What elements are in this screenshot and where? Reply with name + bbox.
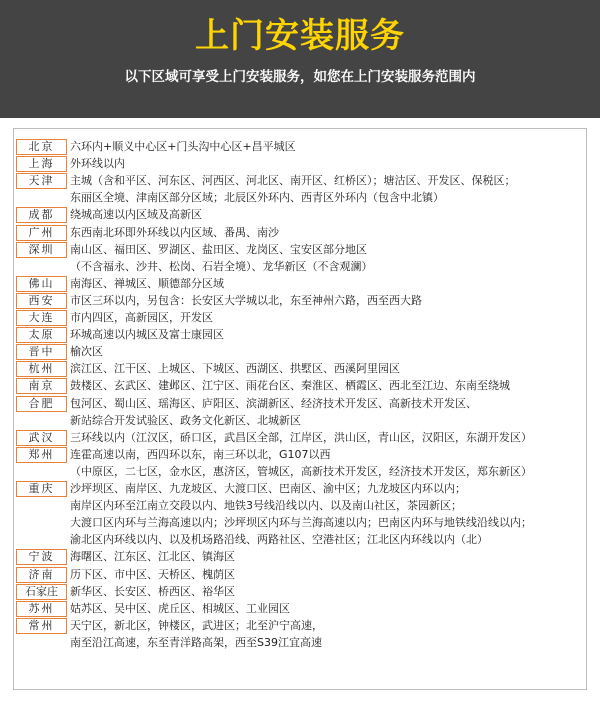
city-label: 常州 [16,618,67,634]
city-label: 重庆 [16,481,67,497]
service-area-text: （中原区，二七区，金水区，惠济区，管城区，高新技术开发区，经济技术开发区，郑东新区） [70,464,532,478]
city-label: 大连 [16,310,67,326]
service-area-text: 滨江区、江干区、上城区、下城区、西湖区、拱墅区、西溪阿里园区 [70,362,400,376]
city-label: 武汉 [16,430,67,446]
service-area-text: 六环内+顺义中心区+门头沟中心区+昌平城区 [70,140,296,153]
city-label: 宁波 [16,549,67,565]
header-banner [0,0,600,118]
service-area-text: 外环线以内 [70,157,125,171]
service-area-text: 东丽区全境、津南区部分区域；北辰区外环内、西青区外环内（包含中北镇） [70,191,444,205]
service-area-text: 鼓楼区、玄武区、建邺区、江宁区、雨花台区、秦淮区、栖霞区、西北至江边、东南至绕城 [70,379,510,393]
page-title: 上门安装服务 [195,16,405,56]
service-area-text: 连霍高速以南，西四环以东，南三环以北，G107以西 [70,447,331,461]
service-area-text: 榆次区 [70,345,103,359]
service-area-text: 市内四区，高新园区，开发区 [70,311,213,324]
city-label: 北京 [16,139,67,155]
city-label: 石家庄 [16,584,67,600]
service-area-text: 新站综合开发试验区、政务文化新区、北城新区 [70,413,301,427]
city-label: 深圳 [16,242,67,258]
service-area-text: 三环线以内（江汉区，硚口区，武昌区全部，江岸区，洪山区，青山区，汉阳区，东湖开发区） [70,430,532,444]
service-area-text: 市区三环以内，另包含：长安区大学城以北，东至神州六路，西至西大路 [70,293,422,307]
city-label: 济南 [16,567,67,583]
city-label: 晋中 [16,344,67,360]
service-area-text: 天宁区，新北区，钟楼区，武进区；北至沪宁高速， [70,618,323,632]
service-area-text: 新华区、长安区、桥西区、裕华区 [70,584,235,598]
service-area-text: 南岸区内环至江南立交段以内、地铁3号线沿线以内、以及南山社区，茶园新区； [70,499,462,513]
service-area-text: （不含福永、沙井、松岗、石岩全境）、龙华新区（不含观澜） [70,259,373,273]
city-label: 南京 [16,378,67,394]
service-area-text: 包河区、蜀山区、瑶海区、庐阳区、滨湖新区、经济技术开发区、高新技术开发区、 [70,396,477,410]
service-area-text: 历下区、市中区、天桥区、槐荫区 [70,567,235,581]
service-area-text: 南海区、禅城区、顺德部分区域 [70,276,224,290]
city-label: 杭州 [16,361,67,377]
service-area-text: 海曙区、江东区、江北区、镇海区 [70,550,235,564]
service-area-text: 南至沿江高速，东至青洋路高架，西至S39江宜高速 [70,635,322,649]
service-area-text: 沙坪坝区、南岸区、九龙坡区、大渡口区、巴南区、渝中区；九龙坡区内环以内； [70,482,466,495]
city-label: 成都 [16,207,67,223]
service-area-text: 姑苏区、吴中区、虎丘区、相城区、工业园区 [70,601,290,615]
city-label: 天津 [16,173,67,189]
page-subtitle: 以下区域可享受上门安装服务，如您在上门安装服务范围内 [124,69,476,85]
service-area-text: 大渡口区内环与兰海高速以内；沙坪坝区内环与兰海高速以内；巴南区内环与地铁线沿线以内； [70,516,532,530]
service-area-text: 绕城高速以内区域及高新区 [70,208,202,222]
city-label: 合肥 [16,396,67,412]
city-label: 佛山 [16,276,67,292]
city-label: 郑州 [16,447,67,463]
city-label: 广州 [16,225,67,241]
service-area-text: 主城（含和平区、河东区、河西区、河北区、南开区、红桥区）；塘沽区、开发区、保税区； [70,174,516,188]
city-label: 上海 [16,156,67,172]
city-label: 太原 [16,327,67,343]
service-area-text: 南山区、福田区、罗湖区、盐田区、龙岗区、宝安区部分地区 [70,242,367,256]
city-label: 苏州 [16,601,67,617]
service-area-text: 东西南北环即外环线以内区域、番禺、南沙 [70,225,279,239]
service-area-text: 渝北区内环线以内、以及机场路沿线、两路社区、空港社区；江北区内环线以内（北） [70,533,488,547]
city-label: 西安 [16,293,67,309]
service-area-text: 环城高速以内城区及富士康园区 [70,328,224,342]
